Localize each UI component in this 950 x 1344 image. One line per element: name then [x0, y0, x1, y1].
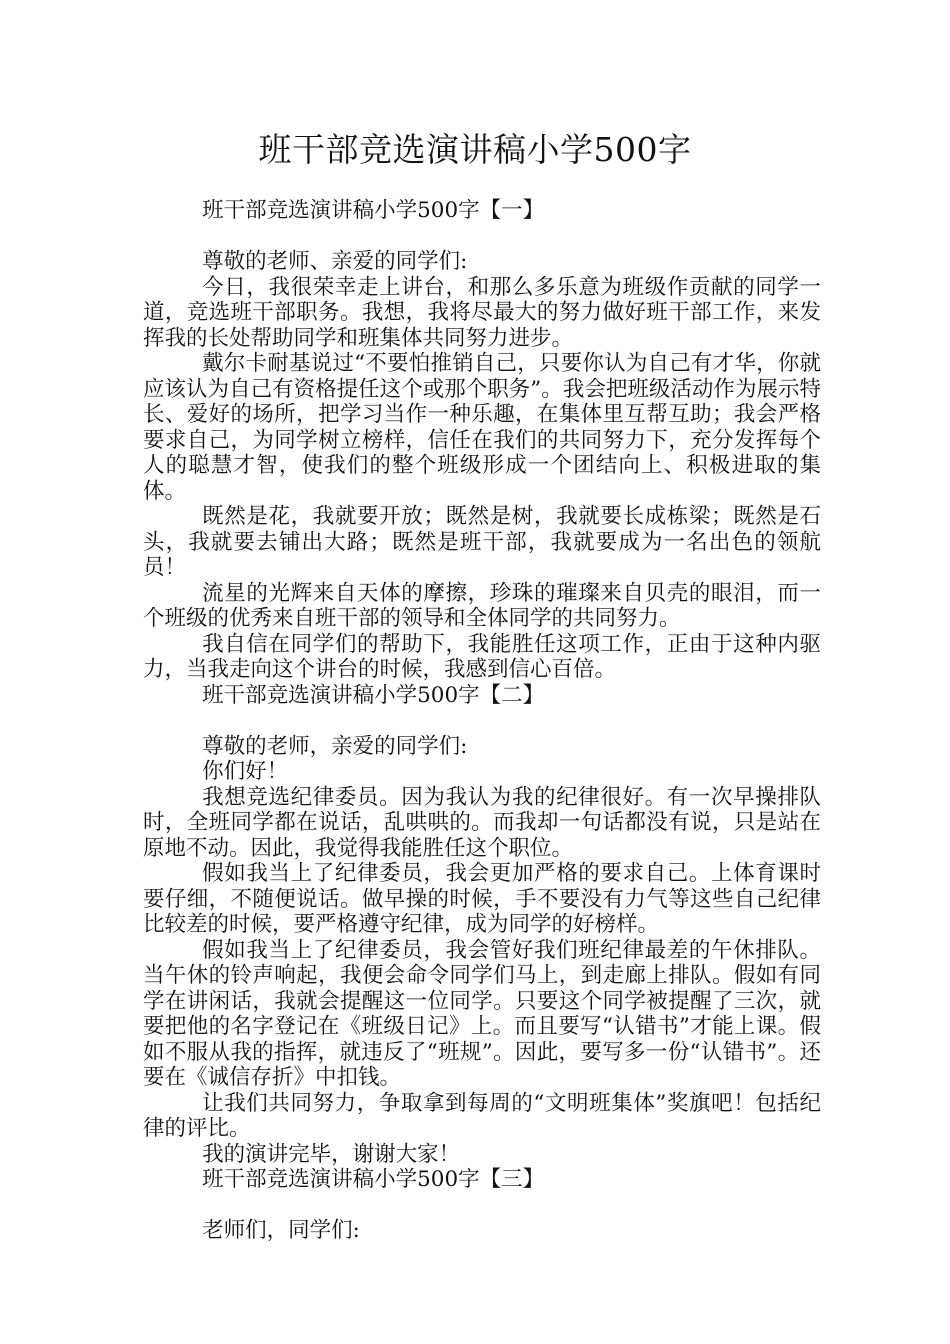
- paragraph: 今日，我很荣幸走上讲台，和那么多乐意为班级作贡献的同学一道，竞选班干部职务。我想，我将尽最大的努力做好班干部工作，来发挥我的长处帮助同学和班集体共同努力进步。: [143, 274, 821, 351]
- salutation: 尊敬的老师、亲爱的同学们:: [202, 249, 468, 274]
- paragraph: 让我们共同努力，争取拿到每周的“文明班集体”奖旗吧！包括纪律的评比。: [143, 1090, 821, 1141]
- paragraph: 我自信在同学们的帮助下，我能胜任这项工作，正由于这种内驱力，当我走向这个讲台的时候，我感到信心百倍。: [143, 631, 821, 682]
- blank-line: [143, 224, 821, 250]
- paragraph: 流星的光辉来自天体的摩擦，珍珠的璀璨来自贝壳的眼泪，而一个班级的优秀来自班干部的领导和全体同学的共同努力。: [143, 580, 821, 631]
- greeting: 你们好！: [202, 759, 289, 784]
- paragraph: 既然是花，我就要开放；既然是树，我就要长成栋梁；既然是石头，我就要去铺出大路；既然是班干部，我就要成为一名出色的领航员！: [143, 504, 821, 580]
- section-heading: 班干部竞选演讲稿小学500字【二】: [202, 682, 545, 708]
- section-heading: 班干部竞选演讲稿小学500字【一】: [202, 198, 545, 223]
- salutation: 尊敬的老师，亲爱的同学们:: [202, 733, 468, 759]
- document-body: [143, 198, 821, 1244]
- salutation: 老师们，同学们:: [202, 1218, 360, 1243]
- document-title: 班干部竞选演讲稿小学500字: [258, 130, 692, 169]
- blank-line: [143, 708, 821, 734]
- paragraph: 假如我当上了纪律委员，我会更加严格的要求自己。上体育课时要仔细，不随便说话。做早操的时候，手不要没有力气等这些自己纪律比较差的时候，要严格遵守纪律，成为同学的好榜样。: [143, 861, 821, 937]
- paragraph: 戴尔卡耐基说过“不要怕推销自己，只要你认为自己有才华，你就应该认为自己有资格提任这个或那个职务”。我会把班级活动作为展示特长、爱好的场所，把学习当作一种乐趣，在集体里互帮互助；我会严格要求自己，为同学树立榜样，信任在我们的共同努力下，充分发挥每个人的聪慧才智，使我们的整个班级形成一个团结向上、积极进取的集体。: [143, 351, 821, 504]
- paragraph: 假如我当上了纪律委员，我会管好我们班纪律最差的午休排队。当午休的铃声响起，我便会命令同学们马上，到走廊上排队。假如有同学在讲闲话，我就会提醒这一位同学。只要这个同学被提醒了三次，就要把他的名字登记在《班级日记》上。而且要写“认错书”才能上课。假如不服从我的指挥，就违反了“班规”。因此，要写多一份“认错书”。还要在《诚信存折》中扣钱。: [143, 937, 821, 1090]
- paragraph: 我想竞选纪律委员。因为我认为我的纪律很好。有一次早操排队时，全班同学都在说话，乱哄哄的。而我却一句话都没有说，只是站在原地不动。因此，我觉得我能胜任这个职位。: [143, 784, 821, 861]
- blank-line: [143, 1193, 821, 1219]
- closing: 我的演讲完毕，谢谢大家！: [202, 1141, 461, 1167]
- section-heading: 班干部竞选演讲稿小学500字【三】: [202, 1167, 545, 1192]
